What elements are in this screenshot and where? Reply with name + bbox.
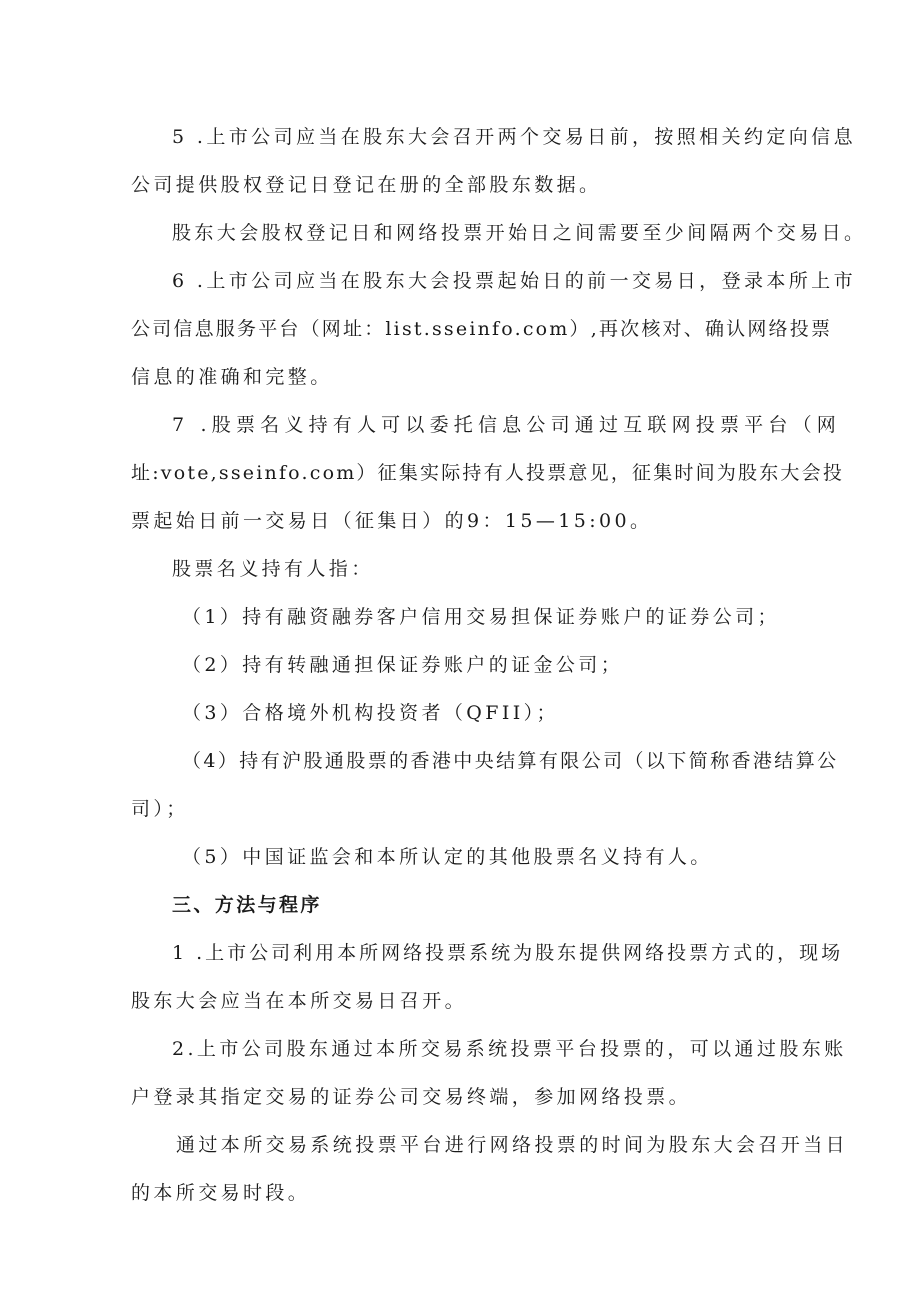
method-2-line-3: 通过本所交易系统投票平台进行网络投票的时间为股东大会召开当日 <box>176 1134 849 1156</box>
section-heading-methods: 三、方法与程序 <box>172 894 322 916</box>
nominee-item-4-line-2: 司）； <box>131 798 189 820</box>
nominee-definition-intro: 股票名义持有人指： <box>172 558 374 580</box>
nominee-item-5: （5）中国证监会和本所认定的其他股票名义持有人。 <box>182 846 713 868</box>
paragraph-6-line-3: 信息的准确和完整。 <box>131 366 333 388</box>
paragraph-5-line-2: 公司提供股权登记日登记在册的全部股东数据。 <box>131 174 602 196</box>
paragraph-7-line-3: 票起始日前一交易日（征集日）的9：15—15:00。 <box>131 510 653 532</box>
nominee-item-2: （2）持有转融通担保证券账户的证金公司； <box>182 654 624 676</box>
method-2-line-1: 2.上市公司股东通过本所交易系统投票平台投票的，可以通过股东账 <box>172 1038 847 1060</box>
paragraph-7-line-1: 7 .股票名义持有人可以委托信息公司通过互联网投票平台（网 <box>172 414 841 436</box>
nominee-item-1: （1）持有融资融券客户信用交易担保证券账户的证券公司； <box>182 606 780 628</box>
paragraph-registration-gap: 股东大会股权登记日和网络投票开始日之间需要至少间隔两个交易日。 <box>172 222 867 244</box>
paragraph-7-line-2: 址:vote,sseinfo.com）征集实际持有人投票意见，征集时间为股东大会投 <box>131 462 845 484</box>
paragraph-5-line-1: 5 .上市公司应当在股东大会召开两个交易日前，按照相关约定向信息 <box>172 126 856 148</box>
method-1-line-2: 股东大会应当在本所交易日召开。 <box>131 990 468 1012</box>
method-1-line-1: 1 .上市公司利用本所网络投票系统为股东提供网络投票方式的，现场 <box>172 942 844 964</box>
nominee-item-3: （3）合格境外机构投资者（QFII）； <box>182 702 559 724</box>
method-2-line-2: 户登录其指定交易的证券公司交易终端，参加网络投票。 <box>131 1086 692 1108</box>
method-2-line-4: 的本所交易时段。 <box>131 1182 311 1204</box>
paragraph-6-line-1: 6 .上市公司应当在股东大会投票起始日的前一交易日，登录本所上市 <box>172 270 856 292</box>
paragraph-6-line-2: 公司信息服务平台（网址：list.sseinfo.com）,再次核对、确认网络投票 <box>131 318 833 340</box>
nominee-item-4-line-1: （4）持有沪股通股票的香港中央结算有限公司（以下简称香港结算公 <box>182 750 839 772</box>
